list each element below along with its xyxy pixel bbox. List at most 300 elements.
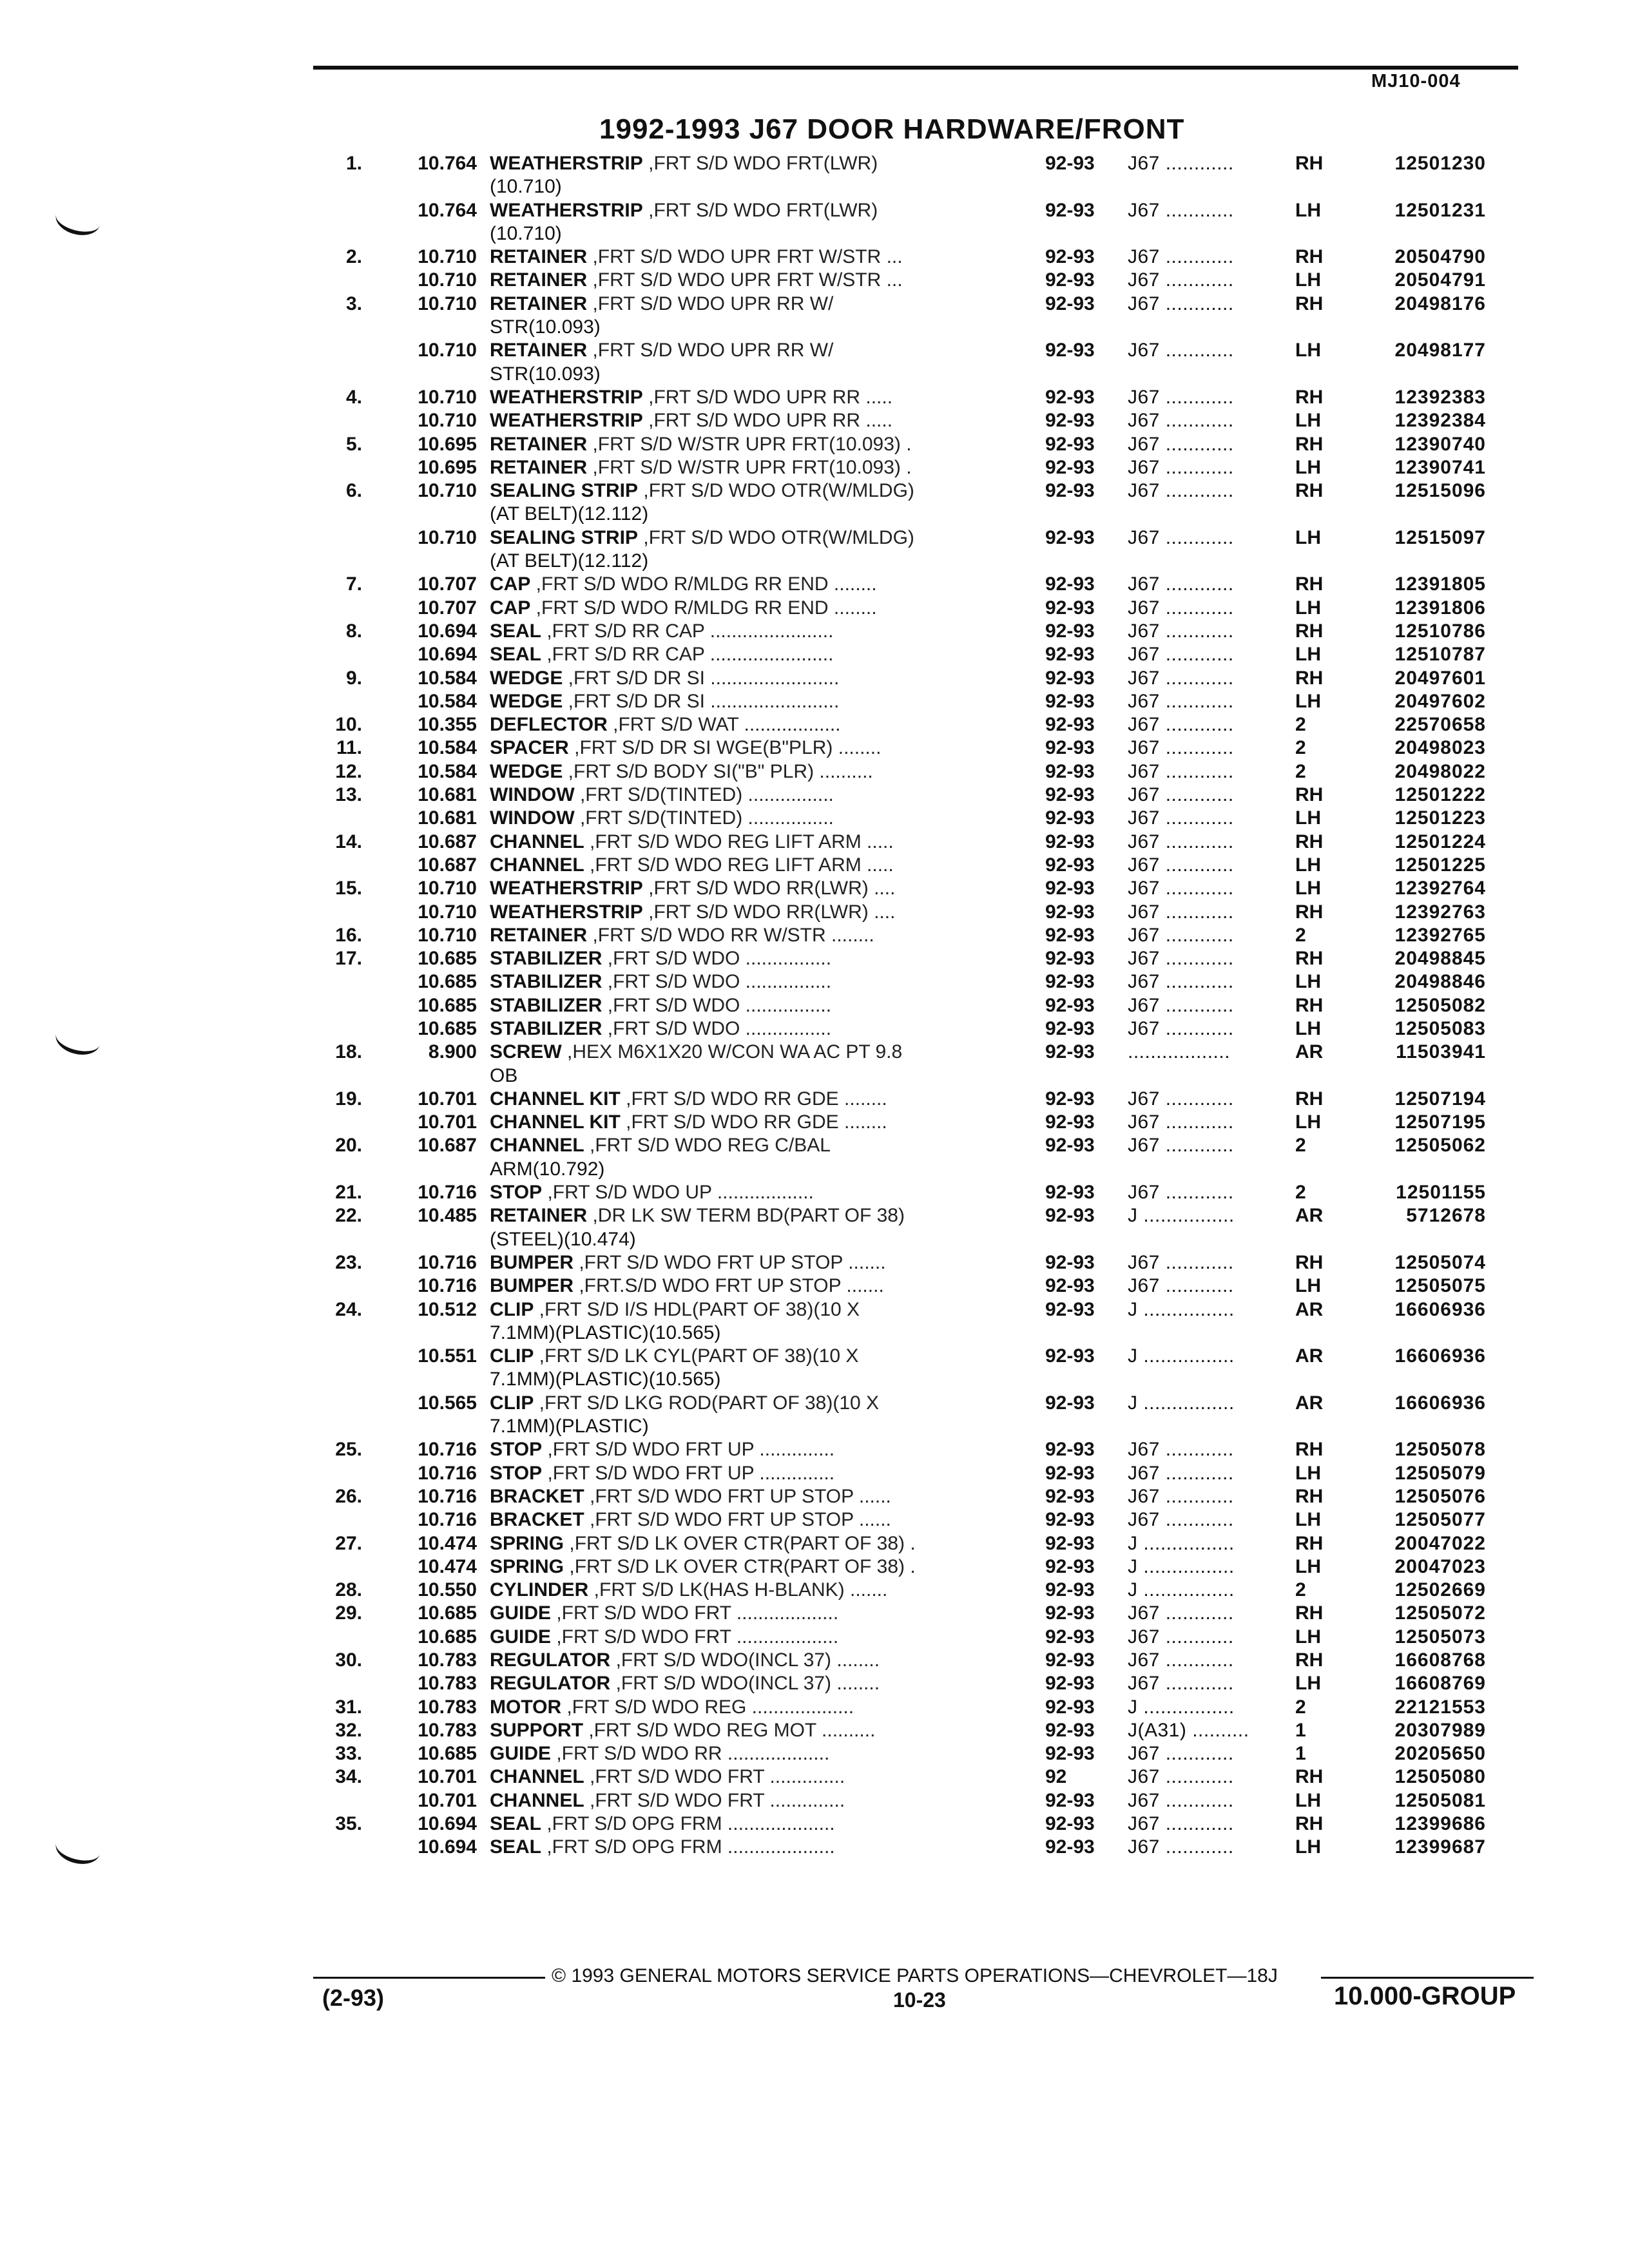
group-number: 10.694	[418, 620, 477, 642]
model-code: J67 ............	[1128, 854, 1234, 876]
part-spec: ,FRT S/D WDO FRT(LWR)	[642, 199, 878, 221]
quantity-side: RH	[1295, 901, 1324, 923]
model-years: 92-93	[1045, 1579, 1095, 1601]
part-spec: ,FRT S/D LK OVER CTR(PART OF 38) .	[564, 1532, 916, 1554]
part-description	[490, 901, 1045, 924]
model-code: J67 ............	[1128, 480, 1234, 502]
model-code: J67 ............	[1128, 433, 1234, 455]
model-code: J67 ............	[1128, 1017, 1234, 1039]
part-number: 12501231	[1394, 199, 1486, 221]
part-description	[490, 386, 1045, 409]
part-spec: ,FRT S/D WDO OTR(W/MLDG)	[638, 480, 914, 502]
model-code: J67 ............	[1128, 807, 1234, 829]
model-code: J67 ............	[1128, 1251, 1234, 1273]
model-years: 92-93	[1045, 1555, 1095, 1577]
quantity-side: RH	[1295, 667, 1324, 689]
part-spec: ,FRT S/D WDO FRT ..............	[584, 1766, 845, 1788]
model-code: J67 ............	[1128, 573, 1234, 595]
part-spec-continued: STR(10.093)	[490, 316, 601, 338]
item-number: 28.	[335, 1579, 362, 1601]
part-name: WEATHERSTRIP	[490, 410, 643, 432]
group-number: 10.716	[418, 1251, 477, 1273]
part-spec: ,FRT S/D RR CAP .......................	[541, 644, 834, 666]
group-number: 10.695	[418, 456, 477, 478]
part-spec: ,FRT S/D WDO OTR(W/MLDG)	[638, 526, 914, 548]
quantity-side: RH	[1295, 1602, 1324, 1624]
model-code: J67 ............	[1128, 1135, 1234, 1157]
part-spec: ,FRT S/D WDO UP ..................	[542, 1182, 814, 1204]
group-number: 10.474	[418, 1555, 477, 1577]
part-spec: ,FRT S/D WDO FRT ...................	[551, 1602, 839, 1624]
part-description	[490, 1532, 1045, 1555]
group-number: 10.710	[418, 293, 477, 314]
model-years: 92-93	[1045, 1789, 1095, 1811]
part-name: STOP	[490, 1439, 543, 1461]
part-row	[0, 1088, 1629, 1111]
part-row	[0, 1181, 1629, 1204]
group-number: 10.584	[418, 737, 477, 759]
part-row	[0, 901, 1629, 924]
part-row	[0, 1111, 1629, 1134]
part-number: 12505081	[1394, 1789, 1486, 1811]
part-name: SPRING	[490, 1555, 564, 1577]
group-number: 10.685	[418, 994, 477, 1016]
quantity-side: RH	[1295, 293, 1324, 314]
quantity-side: RH	[1295, 480, 1324, 502]
model-code: J ................	[1128, 1532, 1235, 1554]
quantity-side: RH	[1295, 386, 1324, 408]
quantity-side: RH	[1295, 246, 1324, 268]
part-description	[490, 1672, 1045, 1695]
part-row	[0, 1251, 1629, 1274]
part-description	[490, 713, 1045, 736]
part-description	[490, 1836, 1045, 1859]
model-code: J ................	[1128, 1345, 1235, 1367]
part-description	[490, 1111, 1045, 1134]
part-name: WEATHERSTRIP	[490, 386, 643, 408]
part-number: 22570658	[1394, 714, 1486, 736]
model-years: 92-93	[1045, 526, 1095, 548]
part-description	[490, 994, 1045, 1017]
part-row	[0, 1719, 1629, 1742]
part-spec: ,FRT S/D I/S HDL(PART OF 38)(10 X	[534, 1298, 860, 1320]
group-number: 10.710	[418, 410, 477, 432]
part-name: CHANNEL	[490, 1789, 584, 1811]
model-code: J67 ............	[1128, 1485, 1234, 1507]
quantity-side: 2	[1295, 924, 1306, 946]
part-name: CYLINDER	[490, 1579, 589, 1601]
model-code: J67 ............	[1128, 1275, 1234, 1297]
model-code: J67 ............	[1128, 948, 1234, 970]
part-spec: ,FRT S/D WDO REG LIFT ARM .....	[584, 831, 894, 852]
quantity-side: RH	[1295, 1813, 1324, 1835]
quantity-side: 2	[1295, 1135, 1306, 1157]
group-number: 10.716	[418, 1462, 477, 1484]
part-description	[490, 1789, 1045, 1812]
part-spec: ,FRT S/D WDO REG ...................	[561, 1696, 854, 1718]
part-description	[490, 1134, 1045, 1181]
item-number: 6.	[345, 480, 362, 502]
group-number: 10.701	[418, 1088, 477, 1110]
quantity-side: RH	[1295, 620, 1324, 642]
part-number: 12507194	[1394, 1088, 1486, 1110]
model-code: J67 ............	[1128, 620, 1234, 642]
part-number: 12505072	[1394, 1602, 1486, 1624]
part-name: RETAINER	[490, 340, 588, 361]
item-number: 35.	[335, 1813, 362, 1835]
part-description	[490, 1508, 1045, 1532]
part-number: 12399686	[1394, 1813, 1486, 1835]
part-description	[490, 1181, 1045, 1204]
group-number: 10.485	[418, 1205, 477, 1227]
model-code: J67 ............	[1128, 269, 1234, 291]
quantity-side: LH	[1295, 1462, 1321, 1484]
part-description	[490, 293, 1045, 340]
part-description	[490, 1392, 1045, 1439]
quantity-side: LH	[1295, 269, 1321, 291]
quantity-side: LH	[1295, 410, 1321, 432]
quantity-side: RH	[1295, 573, 1324, 595]
part-row	[0, 831, 1629, 854]
item-number: 1.	[345, 153, 362, 174]
part-row	[0, 1742, 1629, 1765]
model-years: 92-93	[1045, 644, 1095, 666]
model-years: 92-93	[1045, 1392, 1095, 1414]
group-number: 10.716	[418, 1485, 477, 1507]
model-years: 92-93	[1045, 456, 1095, 478]
model-code: ..................	[1128, 1041, 1231, 1063]
part-number: 12505079	[1394, 1462, 1486, 1484]
part-row	[0, 269, 1629, 292]
part-spec: ,FRT S/D LK CYL(PART OF 38)(10 X	[534, 1345, 859, 1367]
part-spec: ,FRT.S/D WDO FRT UP STOP .......	[574, 1275, 884, 1297]
model-years: 92-93	[1045, 410, 1095, 432]
part-row	[0, 1134, 1629, 1181]
revision-date: (2-93)	[322, 1984, 385, 2011]
group-number: 10.685	[418, 1017, 477, 1039]
quantity-side: RH	[1295, 1251, 1324, 1273]
part-spec-continued: 7.1MM)(PLASTIC)(10.565)	[490, 1321, 721, 1343]
part-name: CHANNEL	[490, 831, 584, 852]
quantity-side: 2	[1295, 737, 1306, 759]
model-years: 92-93	[1045, 1017, 1095, 1039]
part-row	[0, 456, 1629, 479]
part-row	[0, 736, 1629, 760]
part-spec: ,FRT S/D WDO REG C/BAL	[584, 1135, 831, 1157]
part-number: 12515096	[1394, 480, 1486, 502]
model-years: 92-93	[1045, 1462, 1095, 1484]
part-row	[0, 1041, 1629, 1088]
model-code: J67 ............	[1128, 1111, 1234, 1133]
item-number: 5.	[345, 433, 362, 455]
part-spec: ,FRT S/D WDO(INCL 37) ........	[610, 1673, 880, 1695]
group-number: 10.685	[418, 948, 477, 970]
part-spec: ,FRT S/D WDO ................	[602, 971, 832, 993]
part-name: REGULATOR	[490, 1649, 611, 1671]
group-number: 10.681	[418, 784, 477, 806]
group-number: 10.355	[418, 714, 477, 736]
model-code: J67 ............	[1128, 924, 1234, 946]
part-description	[490, 643, 1045, 666]
part-number: 12507195	[1394, 1111, 1486, 1133]
part-row	[0, 854, 1629, 877]
model-code: J67 ............	[1128, 971, 1234, 993]
model-years: 92-93	[1045, 293, 1095, 314]
part-name: GUIDE	[490, 1626, 552, 1648]
item-number: 21.	[335, 1182, 362, 1204]
group-number: 10.695	[418, 433, 477, 455]
part-row	[0, 690, 1629, 713]
part-row	[0, 1462, 1629, 1485]
group-number: 10.710	[418, 269, 477, 291]
part-row	[0, 783, 1629, 807]
part-name: WEDGE	[490, 690, 563, 712]
quantity-side: AR	[1295, 1392, 1324, 1414]
quantity-side: RH	[1295, 994, 1324, 1016]
group-number: 10.584	[418, 667, 477, 689]
group-number: 10.710	[418, 901, 477, 923]
part-row	[0, 1765, 1629, 1789]
model-code: J67 ............	[1128, 1509, 1234, 1531]
model-years: 92-93	[1045, 1673, 1095, 1695]
model-years: 92-93	[1045, 784, 1095, 806]
group-number: 10.710	[418, 878, 477, 899]
model-code: J67 ............	[1128, 667, 1234, 689]
part-number: 12392764	[1394, 878, 1486, 899]
quantity-side: LH	[1295, 597, 1321, 619]
part-description	[490, 456, 1045, 479]
quantity-side: LH	[1295, 1509, 1321, 1531]
part-description	[490, 245, 1045, 269]
part-spec: ,FRT S/D WDO RR(LWR) ....	[642, 878, 896, 899]
part-spec: ,FRT S/D WDO ................	[602, 948, 832, 970]
part-row	[0, 760, 1629, 783]
part-description	[490, 1204, 1045, 1251]
part-row	[0, 293, 1629, 340]
part-name: SPACER	[490, 737, 569, 759]
part-number: 20498176	[1394, 293, 1486, 314]
model-years: 92-93	[1045, 737, 1095, 759]
group-number: 10.565	[418, 1392, 477, 1414]
quantity-side: AR	[1295, 1298, 1324, 1320]
part-name: SEAL	[490, 1813, 542, 1835]
model-code: J67 ............	[1128, 831, 1234, 852]
model-years: 92-93	[1045, 1509, 1095, 1531]
group-number: 10.687	[418, 854, 477, 876]
quantity-side: AR	[1295, 1205, 1324, 1227]
part-spec: ,FRT S/D WDO FRT UP ..............	[542, 1462, 835, 1484]
model-years: 92-93	[1045, 1626, 1095, 1648]
part-name: WEATHERSTRIP	[490, 878, 643, 899]
part-number: 22121553	[1394, 1696, 1486, 1718]
model-code: J67 ............	[1128, 410, 1234, 432]
group-number: 10.764	[418, 153, 477, 174]
group-number: 10.685	[418, 1626, 477, 1648]
copyright-notice: © 1993 GENERAL MOTORS SERVICE PARTS OPERATIONS—CHEVROLET—18J	[552, 1965, 1278, 1986]
part-spec-continued: 7.1MM)(PLASTIC)(10.565)	[490, 1369, 721, 1390]
group-number: 10.764	[418, 199, 477, 221]
model-code: J67 ............	[1128, 1182, 1234, 1204]
part-spec: ,HEX M6X1X20 W/CON WA AC PT 9.8	[561, 1041, 903, 1063]
part-name: SEALING STRIP	[490, 526, 639, 548]
footer-rule-right	[1321, 1977, 1534, 1979]
item-number: 33.	[335, 1743, 362, 1765]
model-code: J(A31) ..........	[1128, 1719, 1249, 1741]
group-number: 10.551	[418, 1345, 477, 1367]
part-spec: ,FRT S/D OPG FRM ....................	[541, 1836, 835, 1858]
part-name: WEATHERSTRIP	[490, 153, 643, 174]
part-number: 12501155	[1396, 1182, 1486, 1204]
part-name: SEAL	[490, 1836, 542, 1858]
part-row	[0, 947, 1629, 970]
part-number: 12501224	[1394, 831, 1486, 852]
part-name: STABILIZER	[490, 948, 602, 970]
part-spec: ,FRT S/D WDO RR GDE ........	[620, 1111, 887, 1133]
item-number: 24.	[335, 1298, 362, 1320]
part-number: 12505080	[1394, 1766, 1486, 1788]
model-years: 92-93	[1045, 1532, 1095, 1554]
group-number: 10.584	[418, 690, 477, 712]
part-name: CHANNEL KIT	[490, 1088, 621, 1110]
part-row	[0, 667, 1629, 690]
group-number: 10.687	[418, 1135, 477, 1157]
part-name: SPRING	[490, 1532, 564, 1554]
model-years: 92-93	[1045, 1111, 1095, 1133]
part-row	[0, 245, 1629, 269]
model-years: 92-93	[1045, 1602, 1095, 1624]
group-number: 8.900	[428, 1041, 477, 1063]
part-row	[0, 1579, 1629, 1602]
quantity-side: LH	[1295, 1111, 1321, 1133]
item-number: 4.	[345, 386, 362, 408]
header-rule	[313, 66, 1518, 70]
model-years: 92	[1045, 1766, 1067, 1788]
item-number: 7.	[345, 573, 362, 595]
part-name: RETAINER	[490, 293, 588, 314]
model-code: J67 ............	[1128, 1602, 1234, 1624]
part-spec-continued: (10.710)	[490, 176, 562, 198]
part-name: WEDGE	[490, 667, 563, 689]
model-code: J67 ............	[1128, 760, 1234, 782]
group-number: 10.685	[418, 1743, 477, 1765]
group-number: 10.694	[418, 644, 477, 666]
part-description	[490, 1462, 1045, 1485]
part-row	[0, 1508, 1629, 1532]
group-number: 10.681	[418, 807, 477, 829]
quantity-side: 2	[1295, 1579, 1306, 1601]
item-number: 20.	[335, 1135, 362, 1157]
part-name: RETAINER	[490, 433, 588, 455]
part-row	[0, 409, 1629, 432]
part-number: 12510787	[1394, 644, 1486, 666]
part-spec: ,FRT S/D DR SI ........................	[563, 690, 840, 712]
part-spec: ,FRT S/D WDO RR(LWR) ....	[642, 901, 896, 923]
group-number: 10.685	[418, 971, 477, 993]
part-name: WINDOW	[490, 784, 575, 806]
part-spec: ,FRT S/D(TINTED) ................	[574, 807, 834, 829]
model-code: J67 ............	[1128, 526, 1234, 548]
model-code: J67 ............	[1128, 1813, 1234, 1835]
part-description	[490, 1579, 1045, 1602]
quantity-side: RH	[1295, 153, 1324, 174]
model-code: J67 ............	[1128, 1789, 1234, 1811]
part-description	[490, 620, 1045, 643]
model-years: 92-93	[1045, 1743, 1095, 1765]
part-description	[490, 1555, 1045, 1579]
document-id: MJ10-004	[1371, 71, 1461, 91]
part-number: 20205650	[1394, 1743, 1486, 1765]
part-spec-continued: (10.710)	[490, 222, 562, 244]
part-description	[490, 269, 1045, 292]
item-number: 34.	[335, 1766, 362, 1788]
part-name: CHANNEL	[490, 1766, 584, 1788]
part-row	[0, 970, 1629, 994]
part-description	[490, 199, 1045, 246]
item-number: 18.	[335, 1041, 362, 1063]
part-row	[0, 1298, 1629, 1345]
part-spec: ,FRT S/D WDO FRT UP STOP ......	[584, 1509, 891, 1531]
part-row	[0, 1485, 1629, 1508]
part-spec: ,FRT S/D WDO ................	[602, 1017, 832, 1039]
part-row	[0, 877, 1629, 900]
part-description	[490, 807, 1045, 830]
group-number: 10.710	[418, 480, 477, 502]
item-number: 23.	[335, 1251, 362, 1273]
part-description	[490, 1626, 1045, 1649]
part-name: SUPPORT	[490, 1719, 584, 1741]
quantity-side: LH	[1295, 971, 1321, 993]
part-name: CHANNEL	[490, 854, 584, 876]
model-years: 92-93	[1045, 948, 1095, 970]
part-number: 12505073	[1394, 1626, 1486, 1648]
part-description	[490, 479, 1045, 526]
part-spec: ,FRT S/D WDO UPR RR .....	[642, 386, 893, 408]
item-number: 12.	[335, 760, 362, 782]
part-description	[490, 526, 1045, 573]
model-code: J67 ............	[1128, 1626, 1234, 1648]
part-number: 12390740	[1394, 433, 1486, 455]
part-name: RETAINER	[490, 1205, 588, 1227]
quantity-side: LH	[1295, 340, 1321, 361]
model-code: J ................	[1128, 1392, 1235, 1414]
part-description	[490, 1719, 1045, 1742]
part-spec: ,FRT S/D WDO UPR FRT W/STR ...	[587, 246, 903, 268]
group-number: 10.701	[418, 1111, 477, 1133]
part-number: 12392765	[1394, 924, 1486, 946]
part-number: 16608768	[1394, 1649, 1486, 1671]
part-description	[490, 1485, 1045, 1508]
part-description	[490, 1812, 1045, 1836]
part-number: 20498177	[1394, 340, 1486, 361]
model-years: 92-93	[1045, 1649, 1095, 1671]
quantity-side: RH	[1295, 948, 1324, 970]
part-number: 20504791	[1394, 269, 1486, 291]
part-name: STABILIZER	[490, 1017, 602, 1039]
part-name: MOTOR	[490, 1696, 562, 1718]
part-spec: ,FRT S/D WAT ..................	[607, 714, 841, 736]
part-name: STOP	[490, 1462, 543, 1484]
part-number: 12501225	[1394, 854, 1486, 876]
part-number: 16606936	[1394, 1298, 1486, 1320]
part-spec: ,FRT S/D W/STR UPR FRT(10.093) .	[587, 456, 912, 478]
group-number: 10.710	[418, 340, 477, 361]
part-name: RETAINER	[490, 924, 588, 946]
part-number: 12391805	[1394, 573, 1486, 595]
group-number: 10.783	[418, 1719, 477, 1741]
part-spec: ,FRT S/D DR SI WGE(B"PLR) ........	[568, 737, 882, 759]
part-spec: ,FRT S/D WDO FRT UP ..............	[542, 1439, 835, 1461]
part-spec-continued: ARM(10.792)	[490, 1158, 605, 1180]
